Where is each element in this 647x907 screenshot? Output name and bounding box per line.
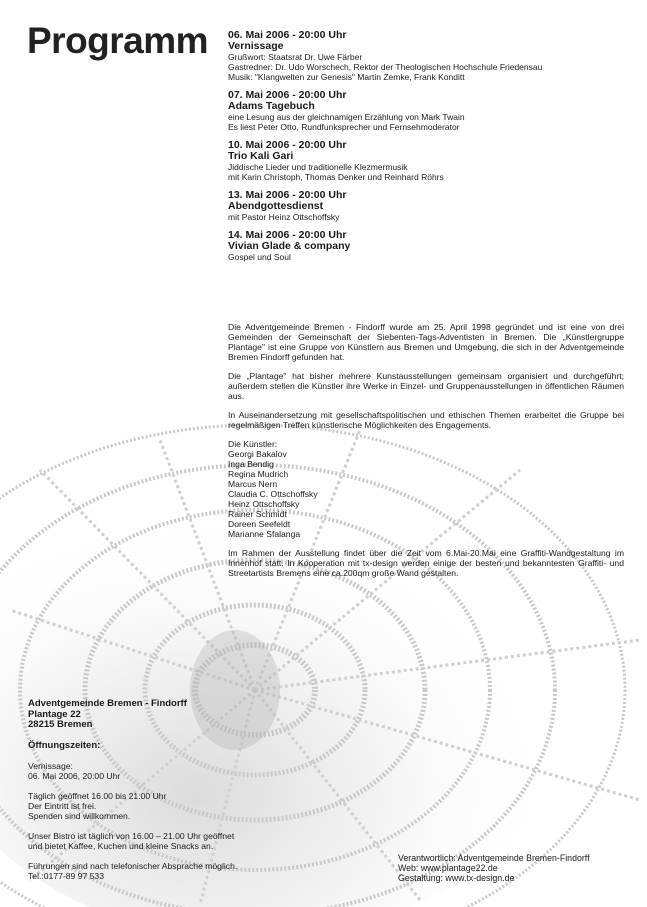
event-abendgottesdienst	[228, 190, 628, 222]
event-detail: eine Lesung aus der gleichnamigen Erzählung von Mark Twain	[228, 112, 465, 122]
opening-hours-heading: Öffnungszeiten:	[28, 739, 101, 751]
event-date: 07. Mai 2006 - 20:00 Uhr	[228, 89, 347, 101]
event-detail: mit Pastor Heinz Ottschoffsky	[228, 212, 340, 222]
website-link[interactable]: Web: www.plantage22.de	[398, 863, 498, 873]
donations-note: Spenden sind willkommen.	[28, 811, 131, 821]
about-paragraph: Die „Plantage" hat bisher mehrere Kunstausstellungen gemeinsam organisiert und durchgeführt; außerdem stellen die Künstler ihre Werke in Einzel- und Gruppenausstellungen in öffentlichen Räumen aus.	[228, 371, 624, 401]
artist-name: Rainer Schmidt	[228, 509, 287, 519]
daily-hours: Täglich geöffnet 16.00 bis 21:00 Uhr	[28, 791, 167, 801]
venue-city: 28215 Bremen	[28, 719, 93, 730]
event-title: Abendgottesdienst	[228, 200, 324, 212]
designer-link[interactable]: Gestaltung: www.tx-design.de	[398, 873, 515, 883]
event-detail: Gospel und Soul	[228, 252, 291, 262]
bistro-offer: und bietet Kaffee, Kuchen und kleine Snacks an.	[28, 841, 214, 851]
phone-number: Tel.:0177-89 97 533	[28, 871, 104, 881]
event-detail: Es liest Peter Otto, Rundfunksprecher und Fernsehmoderator	[228, 122, 460, 132]
entry-note: Der Eintritt ist frei.	[28, 801, 97, 811]
event-detail: Gastredner: Dr. Udo Worschech, Rektor der Theologischen Hochschule Friedensau	[228, 62, 543, 72]
artist-name: Inga Bendig	[228, 459, 274, 469]
event-detail: Jiddische Lieder und traditionelle Klezmermusik	[228, 162, 408, 172]
about-paragraph: In Auseinandersetzung mit gesellschaftspolitischen und ethischen Themen erarbeitet die Gruppe bei regelmäßigen Treffen künstlerische Möglichkeiten des Engagements.	[228, 410, 624, 430]
event-vivian-glade	[228, 230, 628, 262]
credits	[398, 853, 628, 883]
artists-list	[228, 439, 624, 539]
artist-name: Claudia C. Ottschoffsky	[228, 489, 318, 499]
about-paragraph: Die Adventgemeinde Bremen - Findorff wurde am 25. April 1998 gegründet und ist eine von drei Gemeinden der Gemeinschaft der Siebenten-Tags-Adventisten in Bremen. Die „Künstlergruppe Plantage" ist eine Gruppe von Künstlern aus Bremen und Umgebung, die sich in der Adventgemeinde Bremen Findorff gefunden hat.	[228, 322, 624, 362]
about-section	[228, 322, 624, 587]
event-date: 13. Mai 2006 - 20:00 Uhr	[228, 189, 347, 201]
artist-name: Heinz Ottschoffsky	[228, 499, 300, 509]
event-detail: Musik: "Klangwelten zur Genesis" Martin Zemke, Frank Konditt	[228, 72, 465, 82]
artists-heading: Die Künstler:	[228, 439, 278, 449]
bistro-hours: Unser Bistro ist täglich von 16.00 – 21.00 Uhr geöffnet	[28, 831, 235, 841]
responsible-line: Verantwortlich: Adventgemeinde Bremen-Findorff	[398, 853, 590, 863]
graffiti-paragraph: Im Rahmen der Ausstellung findet über die Zeit vom 6.Mai-20.Mai eine Graffiti-Wandgestaltung im Innenhof statt. In Kooperation mit tx-design werden einige der besten und bekanntesten Graffiti- und Streetartists Bremens eine ca.200qm große Wand gestalten.	[228, 548, 624, 578]
artist-name: Georgi Bakalov	[228, 449, 287, 459]
venue-info	[28, 699, 278, 881]
artist-name: Marcus Nern	[228, 479, 278, 489]
event-date: 10. Mai 2006 - 20:00 Uhr	[228, 139, 347, 151]
event-detail: Grußwort: Staatsrat Dr. Uwe Färber	[228, 52, 363, 62]
event-title: Adams Tagebuch	[228, 100, 315, 112]
vernissage-label: Vernissage:	[28, 761, 73, 771]
event-adams-tagebuch	[228, 90, 628, 132]
venue-street: Plantage 22	[28, 708, 81, 720]
event-title: Vivian Glade & company	[228, 240, 351, 252]
event-program	[228, 30, 628, 270]
venue-name: Adventgemeinde Bremen - Findorff	[28, 698, 187, 709]
event-title: Vernissage	[228, 40, 284, 52]
event-date: 06. Mai 2006 - 20:00 Uhr	[228, 29, 347, 41]
event-detail: mit Karin Christoph, Thomas Denker und Reinhard Röhrs	[228, 172, 444, 182]
artist-name: Marianne Sfalanga	[228, 529, 301, 539]
artist-name: Doreen Seefeldt	[228, 519, 291, 529]
event-trio-kali-gari	[228, 140, 628, 182]
tours-note: Führungen sind nach telefonischer Absprache möglich.	[28, 861, 238, 871]
page-title: Programm	[27, 20, 209, 61]
event-title: Trio Kali Gari	[228, 150, 294, 162]
event-vernissage	[228, 30, 628, 82]
event-date: 14. Mai 2006 - 20:00 Uhr	[228, 229, 347, 241]
vernissage-date: 06. Mai 2006, 20:00 Uhr	[28, 771, 121, 781]
artist-name: Regina Mudrich	[228, 469, 289, 479]
